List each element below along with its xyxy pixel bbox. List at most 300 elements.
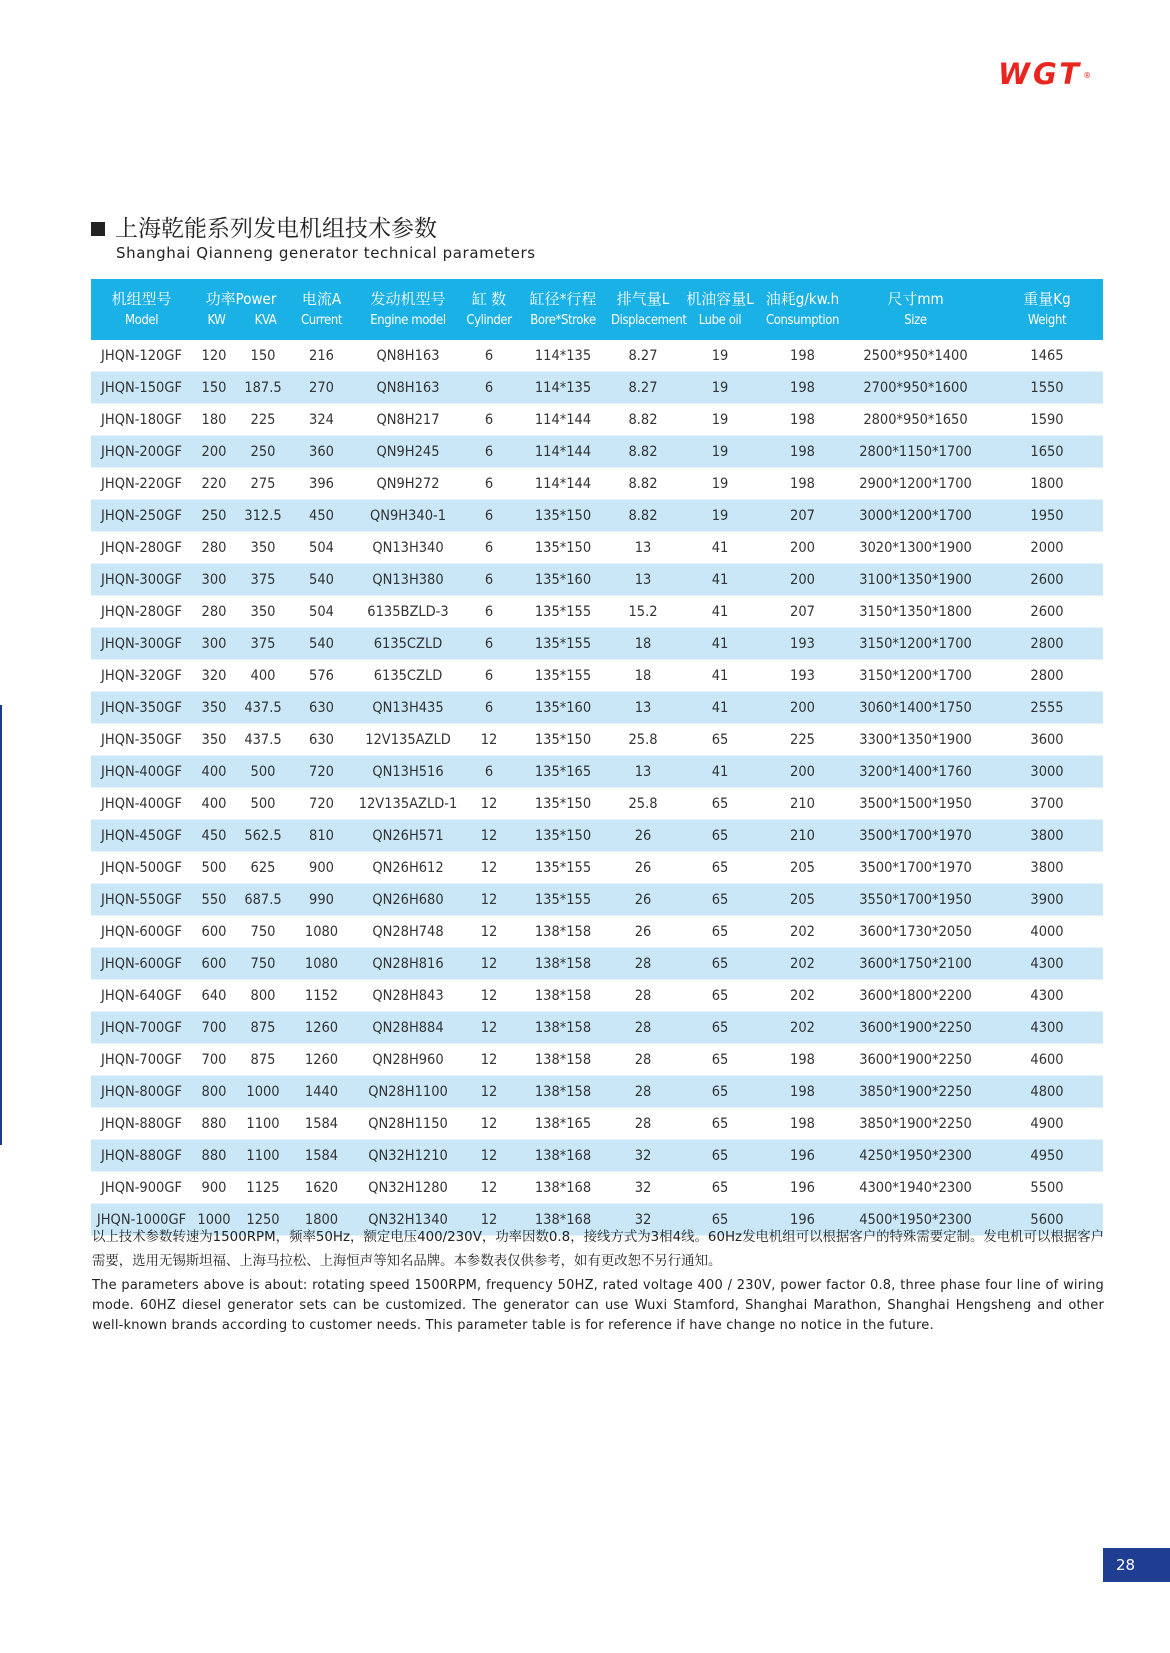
parameters-table	[91, 279, 1103, 1236]
cell-displacement: 18	[634, 667, 652, 684]
cell-model: JHQN-220GF	[101, 475, 182, 492]
cell-consumption: 202	[790, 955, 815, 972]
cell-current: 630	[309, 731, 334, 748]
cell-weight: 3600	[1030, 731, 1064, 748]
cell-kva: 750	[250, 923, 276, 940]
cell-cylinder: 12	[480, 1179, 498, 1196]
cell-model: JHQN-180GF	[101, 411, 182, 428]
cell-weight: 1550	[1030, 379, 1064, 396]
cell-bore: 135*150	[534, 731, 592, 748]
cell-weight: 4900	[1030, 1115, 1064, 1132]
cell-bore: 135*165	[534, 763, 592, 780]
cell-lube: 41	[711, 635, 729, 652]
table-body	[91, 340, 1103, 1236]
cell-model: JHQN-500GF	[101, 859, 182, 876]
cell-cylinder: 12	[480, 1211, 498, 1228]
header-weight: 重量Kg Weight	[1023, 289, 1071, 328]
cell-kva: 500	[250, 763, 276, 780]
registered-mark: ®	[1083, 71, 1095, 80]
cell-lube: 65	[711, 891, 729, 908]
cell-engine: QN28H884	[372, 1019, 444, 1036]
cell-engine: QN32H1340	[368, 1211, 448, 1228]
cell-cylinder: 6	[484, 699, 494, 716]
notes-english: The parameters above is about: rotating speed 1500RPM, frequency 50HZ, rated voltage 400 / 230V, power factor 0.8, three phase four line of wiring mode. 60HZ diesel generator sets can be customized. The generator can use Wuxi Stamford, Shanghai Marathon, Shanghai Hengsheng and other well-known brands according to customer needs. This parameter table is for reference if have change no notice in the future.	[92, 1278, 1104, 1333]
header-displacement: 排气量L Displacement	[611, 289, 687, 328]
cell-model: JHQN-200GF	[101, 443, 182, 460]
cell-engine: 6135CZLD	[373, 635, 443, 652]
cell-kw: 280	[201, 539, 227, 556]
cell-size: 2500*950*1400	[863, 347, 968, 364]
cell-current: 1440	[304, 1083, 339, 1100]
cell-engine: QN32H1210	[368, 1147, 448, 1164]
cell-kw: 550	[201, 891, 227, 908]
cell-kw: 200	[201, 443, 227, 460]
cell-lube: 19	[711, 443, 729, 460]
cell-lube: 65	[711, 1179, 729, 1196]
cell-displacement: 8.82	[628, 507, 658, 524]
table-row	[91, 628, 1103, 660]
table-row	[91, 948, 1103, 980]
cell-bore: 138*158	[534, 1051, 592, 1068]
cell-kva: 312.5	[244, 507, 282, 524]
cell-size: 3600*1750*2100	[859, 955, 972, 972]
cell-consumption: 207	[790, 507, 815, 524]
cell-engine: QN9H340-1	[369, 507, 447, 524]
cell-size: 3300*1350*1900	[859, 731, 972, 748]
cell-weight: 1465	[1030, 347, 1064, 364]
cell-consumption: 193	[790, 667, 815, 684]
cell-lube: 65	[711, 795, 729, 812]
cell-lube: 41	[711, 699, 729, 716]
table-row	[91, 692, 1103, 724]
cell-lube: 19	[711, 507, 729, 524]
cell-model: JHQN-450GF	[101, 827, 182, 844]
cell-bore: 114*144	[534, 475, 592, 492]
cell-current: 1080	[304, 955, 339, 972]
cell-kw: 320	[201, 667, 227, 684]
header-current: 电流A Current	[300, 289, 343, 328]
cell-weight: 4000	[1030, 923, 1064, 940]
cell-displacement: 13	[634, 699, 652, 716]
table-row	[91, 436, 1103, 468]
cell-displacement: 32	[634, 1147, 652, 1164]
cell-size: 3100*1350*1900	[859, 571, 972, 588]
cell-model: JHQN-900GF	[101, 1179, 182, 1196]
cell-weight: 1800	[1030, 475, 1064, 492]
header-cylinder: 缸 数 Cylinder	[466, 289, 512, 328]
table-row	[91, 532, 1103, 564]
cell-weight: 3800	[1030, 859, 1064, 876]
cell-displacement: 13	[634, 763, 652, 780]
cell-bore: 138*158	[534, 1083, 592, 1100]
cell-current: 270	[309, 379, 334, 396]
cell-kw: 900	[201, 1179, 227, 1196]
cell-size: 4500*1950*2300	[859, 1211, 972, 1228]
table-row	[91, 1172, 1103, 1204]
cell-consumption: 198	[790, 1083, 815, 1100]
cell-kw: 350	[201, 731, 227, 748]
cell-kw: 220	[201, 475, 227, 492]
cell-model: JHQN-250GF	[101, 507, 182, 524]
cell-kw: 250	[201, 507, 227, 524]
header-lube-oil: 机油容量L Lube oil	[686, 289, 754, 328]
cell-displacement: 32	[634, 1211, 652, 1228]
cell-consumption: 198	[790, 475, 815, 492]
cell-lube: 19	[711, 379, 729, 396]
cell-lube: 65	[711, 955, 729, 972]
cell-size: 3600*1900*2250	[859, 1019, 972, 1036]
cell-model: JHQN-1000GF	[96, 1211, 187, 1228]
cell-kw: 400	[201, 795, 227, 812]
cell-model: JHQN-700GF	[101, 1019, 182, 1036]
cell-kw: 300	[201, 635, 227, 652]
cell-size: 2900*1200*1700	[859, 475, 972, 492]
cell-kva: 1125	[246, 1179, 280, 1196]
table-row	[91, 1140, 1103, 1172]
cell-weight: 4300	[1030, 987, 1064, 1004]
cell-bore: 135*160	[534, 699, 592, 716]
cell-kw: 150	[201, 379, 227, 396]
cell-consumption: 210	[790, 827, 815, 844]
cell-kva: 225	[250, 411, 276, 428]
cell-weight: 4300	[1030, 955, 1064, 972]
cell-kw: 880	[201, 1147, 227, 1164]
cell-cylinder: 6	[484, 539, 494, 556]
cell-cylinder: 6	[484, 411, 494, 428]
cell-weight: 3000	[1030, 763, 1064, 780]
cell-engine: QN13H340	[372, 539, 444, 556]
cell-kva: 375	[250, 635, 276, 652]
cell-kw: 600	[201, 923, 227, 940]
cell-kva: 437.5	[244, 699, 282, 716]
cell-lube: 65	[711, 827, 729, 844]
cell-displacement: 26	[634, 859, 652, 876]
cell-kw: 800	[201, 1083, 227, 1100]
cell-current: 396	[309, 475, 334, 492]
cell-weight: 2555	[1030, 699, 1064, 716]
cell-current: 1584	[304, 1147, 339, 1164]
cell-lube: 65	[711, 1147, 729, 1164]
cell-model: JHQN-600GF	[101, 955, 182, 972]
cell-cylinder: 6	[484, 347, 494, 364]
cell-weight: 4950	[1030, 1147, 1064, 1164]
cell-engine: QN28H1150	[368, 1115, 448, 1132]
table-row	[91, 724, 1103, 756]
cell-weight: 2600	[1030, 571, 1064, 588]
cell-lube: 65	[711, 1115, 729, 1132]
table-row	[91, 788, 1103, 820]
cell-bore: 135*155	[534, 859, 592, 876]
cell-kva: 375	[250, 571, 276, 588]
cell-bore: 135*160	[534, 571, 592, 588]
cell-current: 720	[309, 795, 334, 812]
cell-displacement: 28	[634, 1083, 652, 1100]
cell-lube: 65	[711, 923, 729, 940]
cell-engine: QN9H272	[376, 475, 440, 492]
table-row	[91, 820, 1103, 852]
cell-displacement: 18	[634, 635, 652, 652]
table-row	[91, 596, 1103, 628]
cell-model: JHQN-700GF	[101, 1051, 182, 1068]
cell-current: 360	[309, 443, 334, 460]
cell-weight: 3700	[1030, 795, 1064, 812]
cell-kw: 400	[201, 763, 227, 780]
cell-kw: 120	[201, 347, 227, 364]
cell-cylinder: 6	[484, 379, 494, 396]
table-header-row	[91, 279, 1103, 340]
cell-consumption: 210	[790, 795, 815, 812]
cell-cylinder: 12	[480, 859, 498, 876]
cell-weight: 1950	[1030, 507, 1064, 524]
cell-lube: 65	[711, 731, 729, 748]
cell-bore: 114*144	[534, 443, 592, 460]
cell-consumption: 200	[790, 571, 815, 588]
cell-model: JHQN-300GF	[101, 635, 182, 652]
cell-kva: 687.5	[244, 891, 282, 908]
cell-cylinder: 6	[484, 667, 494, 684]
cell-bore: 135*155	[534, 667, 592, 684]
cell-consumption: 202	[790, 923, 815, 940]
table-row	[91, 404, 1103, 436]
cell-kw: 880	[201, 1115, 227, 1132]
cell-size: 4300*1940*2300	[859, 1179, 972, 1196]
cell-cylinder: 6	[484, 443, 494, 460]
cell-kva: 875	[250, 1019, 276, 1036]
cell-kw: 350	[201, 699, 227, 716]
cell-size: 3850*1900*2250	[859, 1115, 972, 1132]
cell-size: 2800*1150*1700	[859, 443, 972, 460]
table-row	[91, 916, 1103, 948]
cell-model: JHQN-300GF	[101, 571, 182, 588]
cell-size: 3020*1300*1900	[859, 539, 972, 556]
cell-current: 1800	[304, 1211, 339, 1228]
cell-kw: 1000	[197, 1211, 231, 1228]
cell-lube: 65	[711, 1211, 729, 1228]
cell-size: 2700*950*1600	[863, 379, 968, 396]
cell-size: 3600*1800*2200	[859, 987, 972, 1004]
header-bore-stroke: 缸径*行程 Bore*Stroke	[529, 289, 597, 328]
cell-kva: 562.5	[244, 827, 282, 844]
cell-displacement: 28	[634, 1019, 652, 1036]
cell-cylinder: 12	[480, 1083, 498, 1100]
cell-lube: 41	[711, 603, 729, 620]
cell-current: 1152	[304, 987, 339, 1004]
cell-current: 810	[309, 827, 334, 844]
cell-weight: 3900	[1030, 891, 1064, 908]
cell-bore: 135*155	[534, 891, 592, 908]
cell-current: 1080	[304, 923, 339, 940]
cell-size: 3500*1700*1970	[859, 859, 972, 876]
cell-bore: 114*135	[534, 379, 592, 396]
cell-consumption: 200	[790, 539, 815, 556]
cell-cylinder: 12	[480, 1147, 498, 1164]
cell-current: 1260	[304, 1051, 339, 1068]
wgt-logo	[998, 57, 1095, 91]
cell-weight: 2600	[1030, 603, 1064, 620]
cell-size: 3600*1900*2250	[859, 1051, 972, 1068]
cell-cylinder: 6	[484, 603, 494, 620]
cell-model: JHQN-800GF	[101, 1083, 182, 1100]
cell-bore: 114*144	[534, 411, 592, 428]
cell-kw: 700	[201, 1019, 227, 1036]
cell-kw: 500	[201, 859, 227, 876]
cell-engine: 12V135AZLD	[365, 731, 451, 748]
cell-displacement: 8.82	[628, 475, 658, 492]
cell-displacement: 13	[634, 571, 652, 588]
cell-bore: 135*150	[534, 539, 592, 556]
cell-bore: 138*158	[534, 987, 592, 1004]
cell-weight: 1590	[1030, 411, 1064, 428]
cell-displacement: 25.8	[628, 795, 658, 812]
cell-displacement: 25.8	[628, 731, 658, 748]
cell-kva: 500	[250, 795, 276, 812]
cell-displacement: 15.2	[628, 603, 658, 620]
cell-consumption: 225	[790, 731, 815, 748]
title-chinese: 上海乾能系列发电机组技术参数	[115, 216, 437, 242]
cell-kva: 625	[250, 859, 276, 876]
cell-bore: 138*165	[534, 1115, 592, 1132]
cell-model: JHQN-880GF	[101, 1115, 182, 1132]
header-model: 机组型号 Model	[111, 289, 172, 328]
cell-kva: 400	[250, 667, 276, 684]
cell-current: 576	[309, 667, 334, 684]
cell-kw: 640	[201, 987, 227, 1004]
table-row	[91, 372, 1103, 404]
cell-bore: 135*155	[534, 635, 592, 652]
cell-model: JHQN-880GF	[101, 1147, 182, 1164]
cell-engine: 12V135AZLD-1	[358, 795, 458, 812]
cell-weight: 1650	[1030, 443, 1064, 460]
cell-current: 504	[309, 539, 334, 556]
cell-cylinder: 6	[484, 571, 494, 588]
cell-displacement: 28	[634, 1115, 652, 1132]
cell-engine: QN28H1100	[368, 1083, 448, 1100]
table-row	[91, 1108, 1103, 1140]
cell-engine: QN8H217	[376, 411, 440, 428]
cell-size: 2800*950*1650	[863, 411, 968, 428]
cell-kva: 350	[250, 603, 276, 620]
title-english: Shanghai Qianneng generator technical parameters	[116, 244, 536, 262]
cell-size: 3500*1700*1970	[859, 827, 972, 844]
notes-block	[92, 1226, 1104, 1336]
cell-lube: 65	[711, 987, 729, 1004]
table-row	[91, 980, 1103, 1012]
cell-bore: 135*150	[534, 507, 592, 524]
cell-cylinder: 12	[480, 1115, 498, 1132]
cell-consumption: 198	[790, 1051, 815, 1068]
cell-size: 3550*1700*1950	[859, 891, 972, 908]
table-row	[91, 500, 1103, 532]
cell-model: JHQN-280GF	[101, 539, 182, 556]
cell-weight: 4600	[1030, 1051, 1064, 1068]
cell-bore: 138*158	[534, 955, 592, 972]
cell-bore: 138*168	[534, 1211, 592, 1228]
cell-model: JHQN-350GF	[101, 731, 182, 748]
cell-cylinder: 12	[480, 955, 498, 972]
cell-kw: 450	[201, 827, 227, 844]
cell-lube: 19	[711, 347, 729, 364]
cell-lube: 41	[711, 571, 729, 588]
cell-bore: 135*150	[534, 827, 592, 844]
cell-bore: 114*135	[534, 347, 592, 364]
cell-current: 1620	[304, 1179, 339, 1196]
table-row	[91, 468, 1103, 500]
cell-cylinder: 12	[480, 795, 498, 812]
cell-cylinder: 12	[480, 1019, 498, 1036]
cell-kva: 1250	[246, 1211, 280, 1228]
cell-engine: QN13H516	[372, 763, 444, 780]
notes-chinese: 以上技术参数转速为1500RPM，频率50Hz，额定电压400/230V，功率因数0.8，接线方式为3相4线。60Hz发电机组可以根据客户的特殊需要定制。发电机可以根据客户需要，选用无锡斯坦福、上海马拉松、上海恒声等知名品牌。本参数表仅供参考，如有更改恕不另行通知。	[92, 1230, 1104, 1269]
cell-size: 4250*1950*2300	[859, 1147, 972, 1164]
cell-displacement: 26	[634, 827, 652, 844]
cell-consumption: 198	[790, 1115, 815, 1132]
cell-current: 504	[309, 603, 334, 620]
cell-lube: 65	[711, 1051, 729, 1068]
cell-lube: 41	[711, 539, 729, 556]
cell-consumption: 200	[790, 699, 815, 716]
cell-current: 630	[309, 699, 334, 716]
cell-engine: QN9H245	[376, 443, 440, 460]
cell-model: JHQN-120GF	[101, 347, 182, 364]
cell-kw: 600	[201, 955, 227, 972]
cell-weight: 5600	[1030, 1211, 1064, 1228]
cell-engine: 6135BZLD-3	[367, 603, 449, 620]
cell-lube: 19	[711, 475, 729, 492]
cell-size: 3000*1200*1700	[859, 507, 972, 524]
cell-engine: QN13H435	[372, 699, 444, 716]
cell-weight: 2800	[1030, 667, 1064, 684]
table-row	[91, 564, 1103, 596]
cell-model: JHQN-350GF	[101, 699, 182, 716]
cell-current: 1584	[304, 1115, 339, 1132]
cell-cylinder: 6	[484, 763, 494, 780]
cell-size: 3850*1900*2250	[859, 1083, 972, 1100]
cell-displacement: 26	[634, 923, 652, 940]
cell-consumption: 196	[790, 1147, 815, 1164]
cell-displacement: 28	[634, 987, 652, 1004]
square-bullet-icon	[91, 222, 105, 236]
cell-weight: 2000	[1030, 539, 1064, 556]
cell-bore: 135*150	[534, 795, 592, 812]
cell-model: JHQN-400GF	[101, 763, 182, 780]
cell-consumption: 198	[790, 443, 815, 460]
cell-consumption: 198	[790, 347, 815, 364]
cell-current: 216	[309, 347, 334, 364]
cell-engine: QN28H960	[372, 1051, 444, 1068]
cell-consumption: 205	[790, 859, 815, 876]
cell-size: 3060*1400*1750	[859, 699, 972, 716]
cell-current: 720	[309, 763, 334, 780]
table-row	[91, 660, 1103, 692]
cell-lube: 19	[711, 411, 729, 428]
cell-model: JHQN-600GF	[101, 923, 182, 940]
cell-cylinder: 6	[484, 507, 494, 524]
cell-kw: 180	[201, 411, 227, 428]
cell-displacement: 8.27	[628, 347, 658, 364]
cell-bore: 138*158	[534, 1019, 592, 1036]
header-consumption: 油耗g/kw.h Consumption	[765, 289, 840, 328]
cell-consumption: 202	[790, 987, 815, 1004]
left-edge-line	[0, 705, 2, 1145]
cell-current: 450	[309, 507, 334, 524]
cell-consumption: 198	[790, 379, 815, 396]
cell-kw: 300	[201, 571, 227, 588]
cell-current: 540	[309, 635, 334, 652]
cell-consumption: 205	[790, 891, 815, 908]
cell-weight: 5500	[1030, 1179, 1064, 1196]
cell-displacement: 28	[634, 955, 652, 972]
cell-kva: 350	[250, 539, 276, 556]
